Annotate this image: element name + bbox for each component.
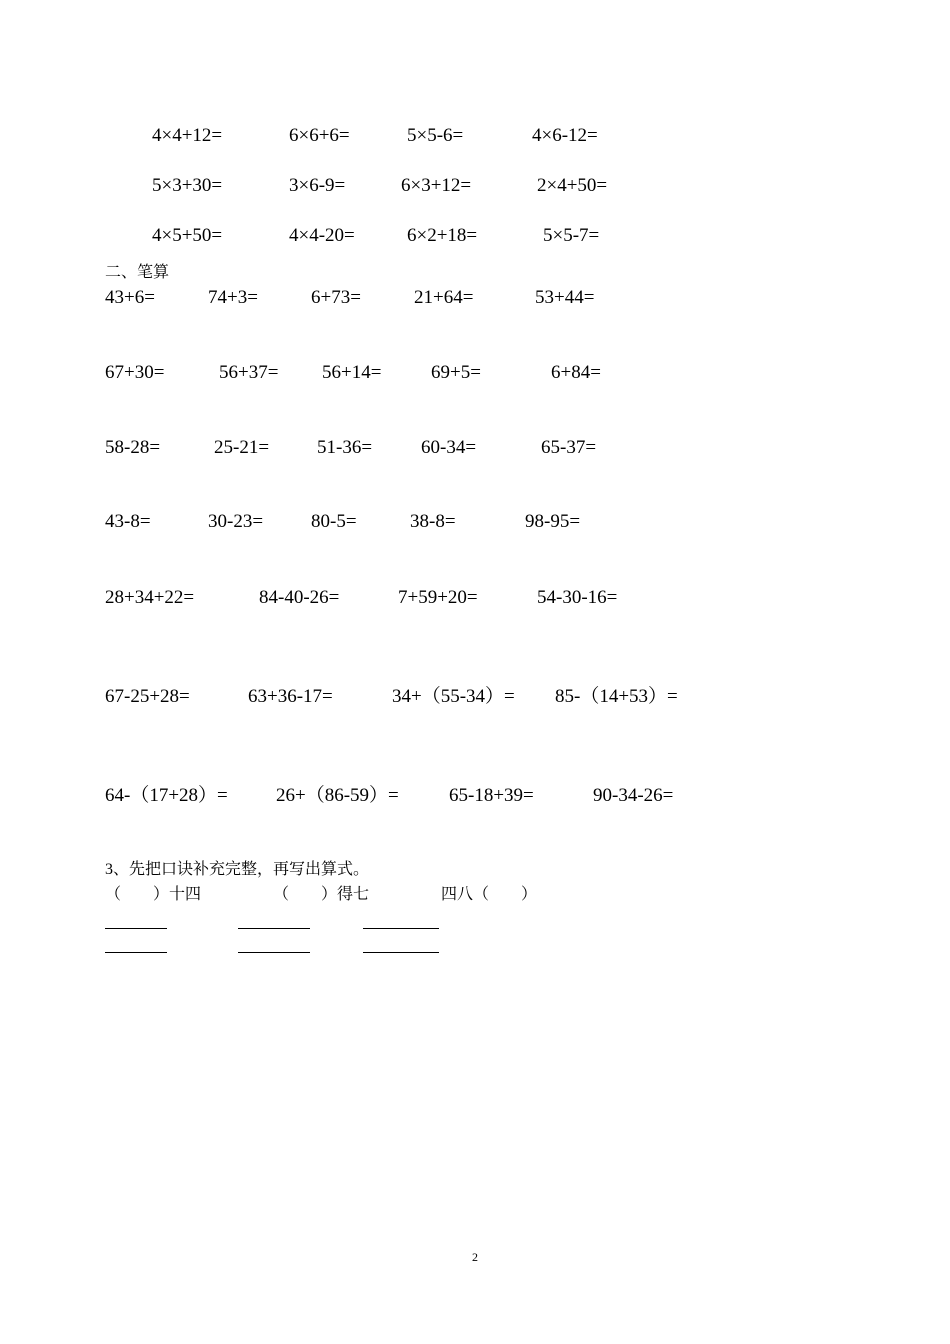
written-problem: 58-28= [105, 437, 161, 458]
written-problem: 38-8= [410, 511, 456, 532]
oral-problem: 6×6+6= [289, 125, 350, 146]
written-problem: 6+84= [551, 362, 601, 383]
oral-problem: 6×2+18= [407, 225, 478, 246]
section-heading-rhymes: 3、先把口诀补充完整，再写出算式。 [105, 861, 370, 878]
oral-problem: 5×3+30= [152, 175, 223, 196]
oral-problem: 4×4+12= [152, 125, 223, 146]
written-problem: 60-34= [421, 437, 477, 458]
page-number: 2 [472, 1250, 478, 1264]
answer-blank[interactable] [238, 928, 310, 929]
written-problem: 65-37= [541, 437, 597, 458]
oral-problem: 5×5-7= [543, 225, 600, 246]
written-problem: 7+59+20= [398, 587, 478, 608]
written-problem: 28+34+22= [105, 587, 195, 608]
written-problem: 67-25+28= [105, 686, 190, 707]
written-problem: 98-95= [525, 511, 581, 532]
answer-blank[interactable] [105, 952, 167, 953]
answer-blank[interactable] [363, 952, 439, 953]
written-problem: 56+14= [322, 362, 382, 383]
written-problem: 67+30= [105, 362, 165, 383]
written-problem: 90-34-26= [593, 785, 674, 806]
written-problem: 43-8= [105, 511, 151, 532]
written-problem: 21+64= [414, 287, 474, 308]
rhyme-prompt: （ ）得七 [273, 886, 370, 903]
answer-blank[interactable] [105, 928, 167, 929]
written-problem: 64-（17+28）= [105, 785, 228, 806]
written-problem: 63+36-17= [248, 686, 333, 707]
written-problem: 26+（86-59）= [276, 785, 399, 806]
written-problem: 51-36= [317, 437, 373, 458]
oral-problem: 4×4-20= [289, 225, 355, 246]
written-problem: 53+44= [535, 287, 595, 308]
written-problem: 54-30-16= [537, 587, 618, 608]
answer-blank[interactable] [363, 928, 439, 929]
written-problem: 80-5= [311, 511, 357, 532]
answer-blank[interactable] [238, 952, 310, 953]
written-problem: 56+37= [219, 362, 279, 383]
rhyme-prompt: （ ）十四 [105, 886, 202, 903]
written-problem: 6+73= [311, 287, 361, 308]
written-problem: 85-（14+53）= [555, 686, 678, 707]
oral-problem: 3×6-9= [289, 175, 346, 196]
written-problem: 34+（55-34）= [392, 686, 515, 707]
oral-problem: 6×3+12= [401, 175, 472, 196]
oral-problem: 2×4+50= [537, 175, 608, 196]
oral-problem: 4×5+50= [152, 225, 223, 246]
written-problem: 65-18+39= [449, 785, 534, 806]
oral-problem: 5×5-6= [407, 125, 464, 146]
written-problem: 30-23= [208, 511, 264, 532]
rhyme-prompt: 四八（ ） [441, 886, 538, 903]
written-problem: 43+6= [105, 287, 155, 308]
written-problem: 25-21= [214, 437, 270, 458]
written-problem: 84-40-26= [259, 587, 340, 608]
written-problem: 74+3= [208, 287, 258, 308]
section-heading-written: 二、笔算 [105, 264, 170, 281]
oral-problem: 4×6-12= [532, 125, 598, 146]
written-problem: 69+5= [431, 362, 481, 383]
